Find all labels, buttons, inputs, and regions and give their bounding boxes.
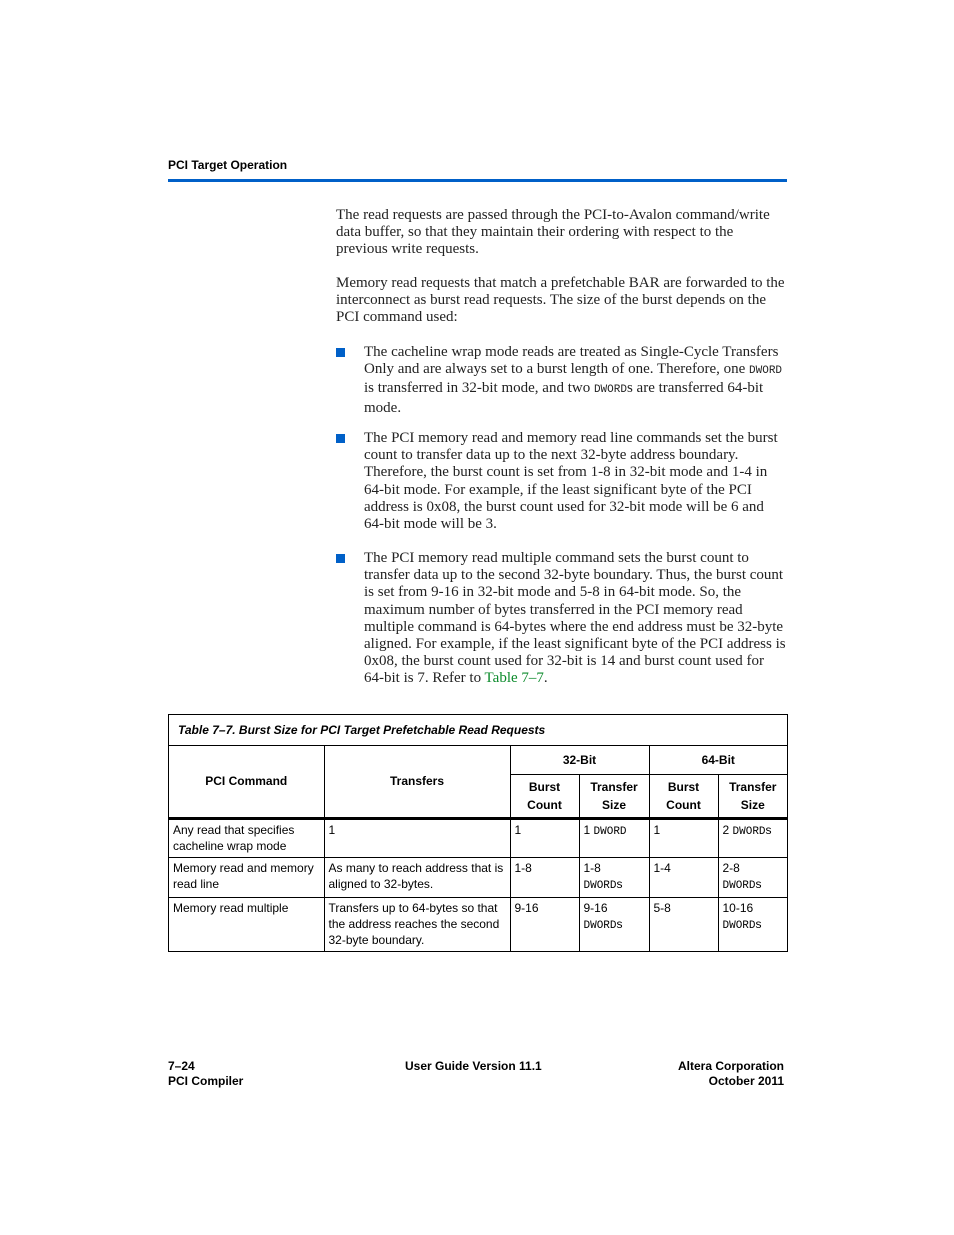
size-suffix: s: [616, 916, 623, 931]
size-suffix: s: [765, 822, 772, 837]
cell-burst-64: 1: [649, 818, 718, 857]
cell-burst-32: 1: [510, 818, 579, 857]
running-header: PCI Target Operation: [168, 158, 288, 172]
paragraph-text: Memory read requests that match a prefetchable BAR are forwarded to the interconnect as burst read requests. The size of the burst depends on the PCI command used:: [336, 275, 785, 326]
code-dword: DWORD: [749, 365, 783, 378]
paragraph-read-requests: [336, 207, 786, 259]
cell-size-32: [579, 857, 649, 897]
cell-transfers: 1: [324, 818, 510, 857]
header-64-bit: 64-Bit: [649, 746, 787, 774]
size-number: 1-8: [583, 860, 601, 875]
bullet-item-cacheline: [336, 344, 786, 417]
product-name: PCI Compiler: [168, 1074, 244, 1088]
bullet-text-part: .: [543, 670, 548, 687]
bullet-text-part: is transferred in 32-bit mode, and two: [364, 380, 594, 397]
cell-size-64: [718, 897, 787, 951]
code-dword: DWORD: [593, 384, 627, 397]
header-pci-command: PCI Command: [169, 746, 324, 818]
size-suffix: s: [616, 876, 623, 891]
table-row: [169, 897, 787, 951]
size-number: 2-8: [722, 860, 740, 875]
table-caption: Table 7–7. Burst Size for PCI Target Prefetchable Read Requests: [169, 715, 787, 746]
cell-transfers: As many to reach address that is aligned to 32-bytes.: [324, 857, 510, 897]
table-row: [169, 818, 787, 857]
header-burst-count-32: Burst Count: [510, 774, 579, 818]
paragraph-text: The read requests are passed through the PCI-to-Avalon command/write data buffer, so that they maintain their ordering with respect to the previous write requests.: [336, 207, 770, 258]
bullet-text-part: The PCI memory read multiple command sets the burst count to transfer data up to the second 32-byte boundary. Thus, the burst count is set from 9-16 in 32-bit mode and 5-8 in 64-bit mode. So, the maximum number of bytes transferred in the PCI memory read multiple command is 64-bytes where the end address must be 32-byte aligned. For example, if the least significant byte of the PCI address is 0x08, the burst count used for 32-bit is 14 and burst count used for 64-bit is 7. Refer to: [364, 550, 786, 687]
bullet-text: [364, 344, 786, 417]
cell-burst-32: 1-8: [510, 857, 579, 897]
guide-version: User Guide Version 11.1: [405, 1059, 542, 1073]
size-number: 2: [722, 822, 733, 837]
square-bullet-icon: [336, 434, 345, 443]
footer-center: [405, 1059, 542, 1074]
size-unit: DWORD: [583, 919, 617, 932]
bullet-text-part: The cacheline wrap mode reads are treated as Single-Cycle Transfers Only and are always set to a burst length of one. Therefore, one: [364, 344, 779, 378]
header-transfer-size-32: Transfer Size: [579, 774, 649, 818]
size-unit: DWORD: [593, 825, 627, 838]
size-unit: DWORD: [722, 919, 756, 932]
cell-size-32: [579, 897, 649, 951]
footer-left: [168, 1059, 243, 1089]
square-bullet-icon: [336, 554, 345, 563]
cell-command: Memory read multiple: [169, 897, 324, 951]
footer-right: [678, 1059, 784, 1089]
bullet-item-memory-read-line: [336, 430, 786, 533]
size-number: 1: [583, 822, 594, 837]
size-unit: DWORD: [583, 879, 617, 892]
cell-command: Memory read and memory read line: [169, 857, 324, 897]
cell-command: Any read that specifies cacheline wrap mode: [169, 818, 324, 857]
cell-burst-32: 9-16: [510, 897, 579, 951]
bullet-text-part: s are transferred 64-bit mode.: [364, 380, 764, 416]
square-bullet-icon: [336, 348, 345, 357]
cell-burst-64: 5-8: [649, 897, 718, 951]
table-row: [169, 857, 787, 897]
header-32-bit: 32-Bit: [510, 746, 649, 774]
bullet-item-memory-read-multiple: [336, 550, 786, 688]
bullet-text: The PCI memory read and memory read line commands set the burst count to transfer data up to the next 32-byte address boundary. Therefore, the burst count is set from 1-8 in 32-bit mode and 1-4 in 64-bit mode. For example, if the least significant byte of the PCI address is 0x08, the burst count used for 32-bit mode will be 6 and 64-bit mode will be 3.: [364, 430, 778, 533]
header-transfers: Transfers: [324, 746, 510, 818]
cell-burst-64: 1-4: [649, 857, 718, 897]
size-unit: DWORD: [722, 879, 756, 892]
size-unit: DWORD: [732, 825, 766, 838]
bullet-text: [364, 550, 786, 688]
paragraph-memory-read: [336, 275, 786, 327]
size-number: 10-16: [722, 900, 754, 915]
header-rule: [168, 179, 787, 182]
size-suffix: s: [755, 876, 762, 891]
header-burst-count-64: Burst Count: [649, 774, 718, 818]
company-name: Altera Corporation: [677, 1059, 784, 1073]
size-suffix: s: [755, 916, 762, 931]
cell-size-64: [718, 818, 787, 857]
header-transfer-size-64: Transfer Size: [718, 774, 787, 818]
burst-size-table: [168, 714, 788, 952]
page-number: 7–24: [168, 1059, 195, 1073]
size-number: 9-16: [583, 900, 608, 915]
publish-date: October 2011: [708, 1074, 784, 1088]
cell-size-64: [718, 857, 787, 897]
table-reference-link[interactable]: Table 7–7: [484, 670, 544, 687]
cell-transfers: Transfers up to 64-bytes so that the address reaches the second 32-byte boundary.: [324, 897, 510, 951]
cell-size-32: [579, 818, 649, 857]
